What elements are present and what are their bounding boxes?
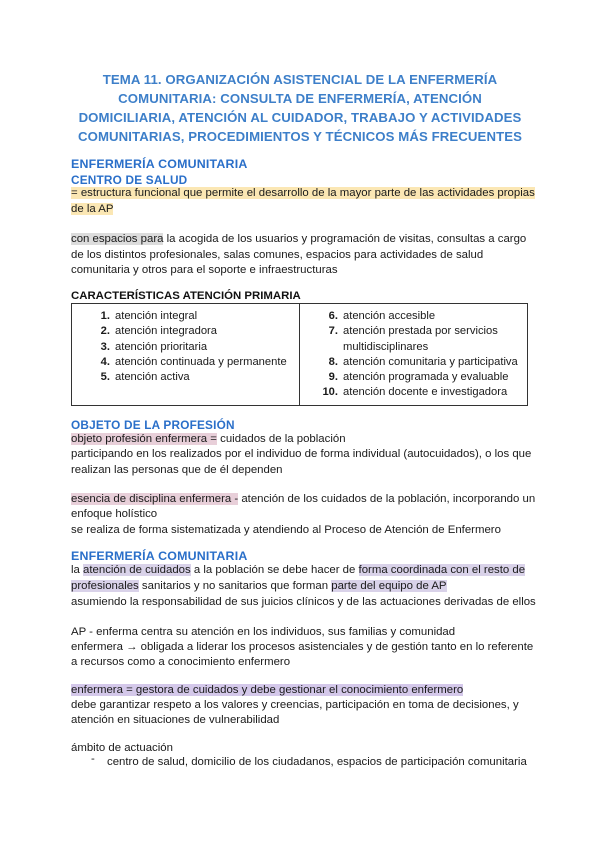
list-item-continuation [300,340,527,355]
paragraph-line: asumiendo la responsabilidad de sus juicios clínicos y de las actuaciones derivadas de ellos [71,596,536,608]
characteristics-heading: CARACTERÍSTICAS ATENCIÓN PRIMARIA [71,290,301,302]
paragraph-line: AP - enferma centra su atención en los individuos, sus familias y comunidad [71,626,456,638]
highlight: = estructura funcional que permite el desarrollo de la mayor parte de las actividades propias [71,187,535,199]
paragraph-line [71,493,535,505]
title-line: COMUNITARIAS, PROCEDIMIENTOS Y TÉCNICOS MÁS FRECUENTES [77,129,523,144]
definition-line [71,203,113,215]
characteristics-column-right [300,304,528,406]
paragraph-line [71,233,526,245]
text-span: la acogida de los usuarios y programación de visitas, consultas a cargo [163,233,527,245]
item-number: 8. [328,355,338,368]
text-span: cuidados de la población [216,433,346,445]
list-item [72,340,299,355]
bullet-dash: - [91,753,95,765]
paragraph-line [71,564,525,576]
document-title [70,70,530,146]
list-item [72,355,299,370]
item-number: 5. [100,371,110,384]
item-text: atención continuada y permanente [115,355,287,368]
item-number: 3. [100,340,110,353]
highlight: esencia de disciplina enfermera - [71,493,239,505]
paragraph-line [71,684,463,696]
list-item [300,385,527,400]
item-number: 9. [328,371,338,384]
title-line: DOMICILIARIA, ATENCIÓN AL CUIDADOR, TRABAJO Y ACTIVIDADES [78,110,522,125]
highlight: objeto profesión enfermera = [71,433,217,445]
list-item [300,370,527,385]
item-text: atención prestada por servicios [343,325,498,338]
item-number: 6. [328,310,338,322]
paragraph-line: realizan las personas que de él dependen [71,464,283,476]
title-line: TEMA 11. ORGANIZACIÓN ASISTENCIAL DE LA ENFERMERÍA [102,72,498,87]
highlight: forma coordinada con el resto de [358,564,526,576]
item-text: atención accesible [343,310,436,322]
section-heading-enfermeria-comunitaria-2: ENFERMERÍA COMUNITARIA [71,549,248,563]
item-number: 1. [100,310,110,322]
highlight: atención de cuidados [83,564,191,576]
title-line: COMUNITARIA: CONSULTA DE ENFERMERÍA, ATENCIÓN [118,91,482,106]
list-item [72,324,299,339]
characteristics-column-left [72,304,300,406]
list-item [300,309,527,324]
bullet-item: centro de salud, domicilio de los ciudadanos, espacios de participación comunitaria [107,756,527,768]
paragraph-line: enfermera → obligada a liderar los procesos asistenciales y de gestión tanto en lo referente [71,641,534,653]
list-item [72,370,299,385]
item-text: atención docente e investigadora [343,386,508,399]
section-heading-enfermeria-comunitaria: ENFERMERÍA COMUNITARIA [71,157,248,171]
item-text: atención programada y evaluable [343,371,509,384]
text-span: sanitarios y no sanitarios que forman [138,580,332,592]
paragraph-line: comunitaria y otros para el soporte e infraestructuras [71,264,338,276]
item-number: 4. [100,355,110,368]
paragraph-line [71,580,447,592]
paragraph-line: enfoque holístico [71,508,158,520]
highlight: enfermera = gestora de cuidados y debe gestionar el conocimiento enfermero [71,684,464,696]
definition-line [71,187,535,199]
item-number: 10. [322,386,338,399]
paragraph-line: de los distintos profesionales, salas comunes, espacios para actividades de salud [71,249,484,261]
highlight: de la AP [71,203,114,215]
list-item [300,355,527,370]
item-text: atención prioritaria [115,340,208,353]
item-number: 2. [100,325,110,338]
characteristics-table [71,303,528,406]
paragraph-line: ámbito de actuación [71,742,173,754]
paragraph-line: debe garantizar respeto a los valores y creencias, participación en toma de decisiones, y [71,699,519,711]
text-span: atención de los cuidados de la población, incorporando un [238,493,536,505]
paragraph-line: a recursos como a conocimiento enfermero [71,656,291,668]
item-text: multidisciplinares [343,340,429,353]
text-span: a la población se debe hacer de [190,564,359,576]
list-item [300,324,527,339]
text-span: la [71,564,84,576]
section-heading-objeto: OBJETO DE LA PROFESIÓN [71,418,235,432]
paragraph-line: atención en situaciones de vulnerabilidad [71,714,280,726]
item-text: atención integradora [115,325,218,338]
highlight: profesionales [71,580,139,592]
subheading-centro-de-salud: CENTRO DE SALUD [71,173,188,187]
paragraph-line [71,433,346,445]
item-text: atención integral [115,310,198,322]
highlight: parte del equipo de AP [331,580,447,592]
paragraph-line: se realiza de forma sistematizada y atendiendo al Proceso de Atención de Enfermero [71,524,501,536]
list-item [72,309,299,324]
highlight: con espacios para [71,233,164,245]
paragraph-line: participando en los realizados por el individuo de forma individual (autocuidados), o los que [71,448,532,460]
item-text: atención comunitaria y participativa [343,355,518,368]
item-number: 7. [328,325,338,338]
item-text: atención activa [115,371,190,384]
item-number [300,340,343,355]
